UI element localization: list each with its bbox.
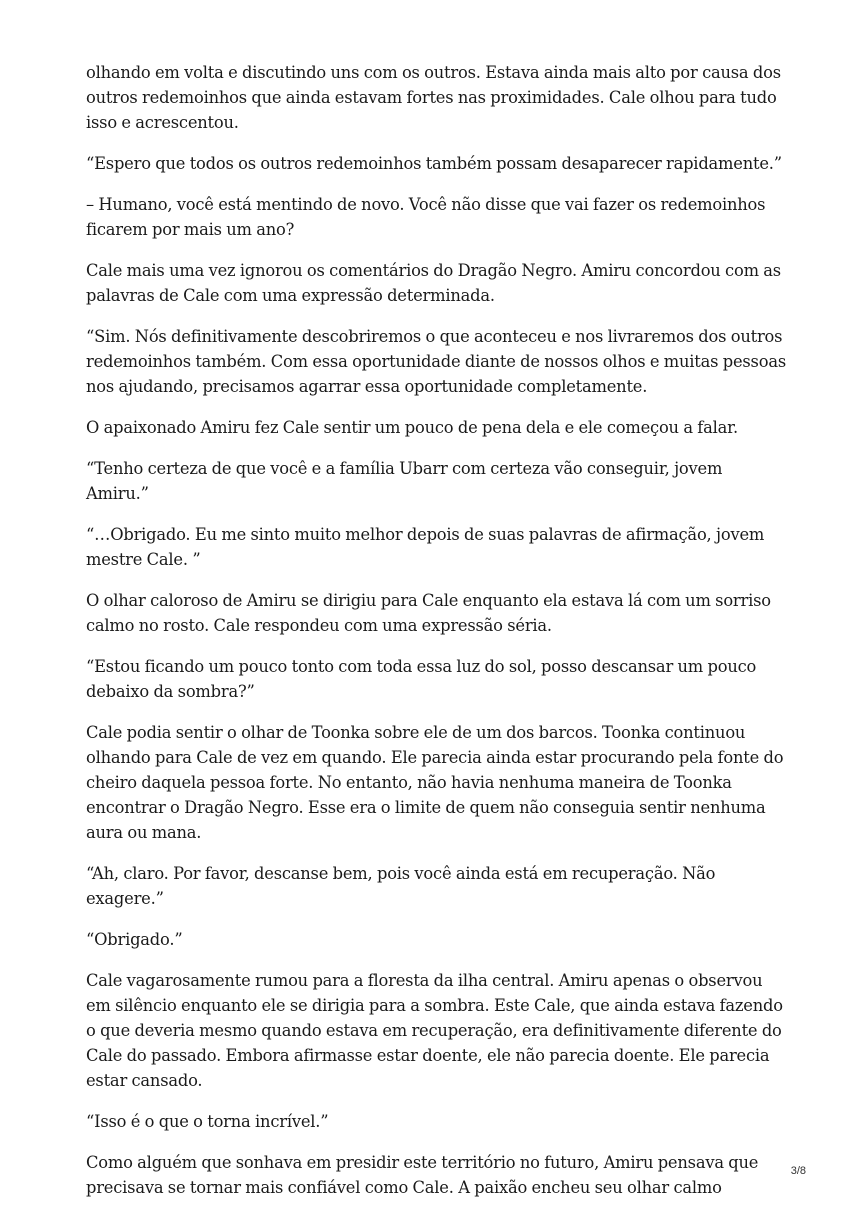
paragraph-15: “Isso é o que o torna incrível.” [86, 1112, 329, 1131]
paragraph-7: “Tenho certeza de que você e a família Ubarr com certeza vão conseguir, jovem Amiru.” [86, 459, 723, 503]
paragraph-13: “Obrigado.” [86, 930, 183, 949]
paragraph-4: Cale mais uma vez ignorou os comentários do Dragão Negro. Amiru concordou com as palavras de Cale com uma expressão determinada. [86, 261, 781, 305]
document-body [86, 60, 786, 1216]
page-number: 3/8 [790, 1165, 806, 1177]
paragraph-14: Cale vagarosamente rumou para a floresta da ilha central. Amiru apenas o observou em silêncio enquanto ele se dirigia para a sombra. Este Cale, que ainda estava fazendo o que deveria mesmo quando estava em recuperação, era definitivamente diferente do Cale do passado. Embora afirmasse estar doente, ele não parecia doente. Ele parecia estar cansado. [86, 971, 783, 1090]
paragraph-9: O olhar caloroso de Amiru se dirigiu para Cale enquanto ela estava lá com um sorriso calmo no rosto. Cale respondeu com uma expressão séria. [86, 591, 771, 635]
paragraph-16: Como alguém que sonhava em presidir este território no futuro, Amiru pensava que precisava se tornar mais confiável como Cale. A paixão encheu seu olhar calmo [86, 1153, 759, 1197]
paragraph-11: Cale podia sentir o olhar de Toonka sobre ele de um dos barcos. Toonka continuou olhando para Cale de vez em quando. Ele parecia ainda estar procurando pela fonte do cheiro daquela pessoa forte. No entanto, não havia nenhuma maneira de Toonka encontrar o Dragão Negro. Esse era o limite de quem não conseguia sentir nenhuma aura ou mana. [86, 723, 784, 842]
paragraph-6: O apaixonado Amiru fez Cale sentir um pouco de pena dela e ele começou a falar. [86, 418, 738, 437]
paragraph-3: – Humano, você está mentindo de novo. Você não disse que vai fazer os redemoinhos ficarem por mais um ano? [86, 195, 766, 239]
paragraph-10: “Estou ficando um pouco tonto com toda essa luz do sol, posso descansar um pouco debaixo da sombra?” [86, 657, 757, 701]
paragraph-2: “Espero que todos os outros redemoinhos também possam desaparecer rapidamente.” [86, 154, 782, 173]
paragraph-8: “…Obrigado. Eu me sinto muito melhor depois de suas palavras de afirmação, jovem mestre Cale. ” [86, 525, 765, 569]
paragraph-5: “Sim. Nós definitivamente descobriremos o que aconteceu e nos livraremos dos outros redemoinhos também. Com essa oportunidade diante de nossos olhos e muitas pessoas nos ajudando, precisamos agarrar essa oportunidade completamente. [86, 327, 786, 396]
paragraph-12: “Ah, claro. Por favor, descanse bem, pois você ainda está em recuperação. Não exagere.” [86, 864, 716, 908]
paragraph-1: olhando em volta e discutindo uns com os outros. Estava ainda mais alto por causa dos outros redemoinhos que ainda estavam fortes nas proximidades. Cale olhou para tudo isso e acrescentou. [86, 63, 781, 132]
